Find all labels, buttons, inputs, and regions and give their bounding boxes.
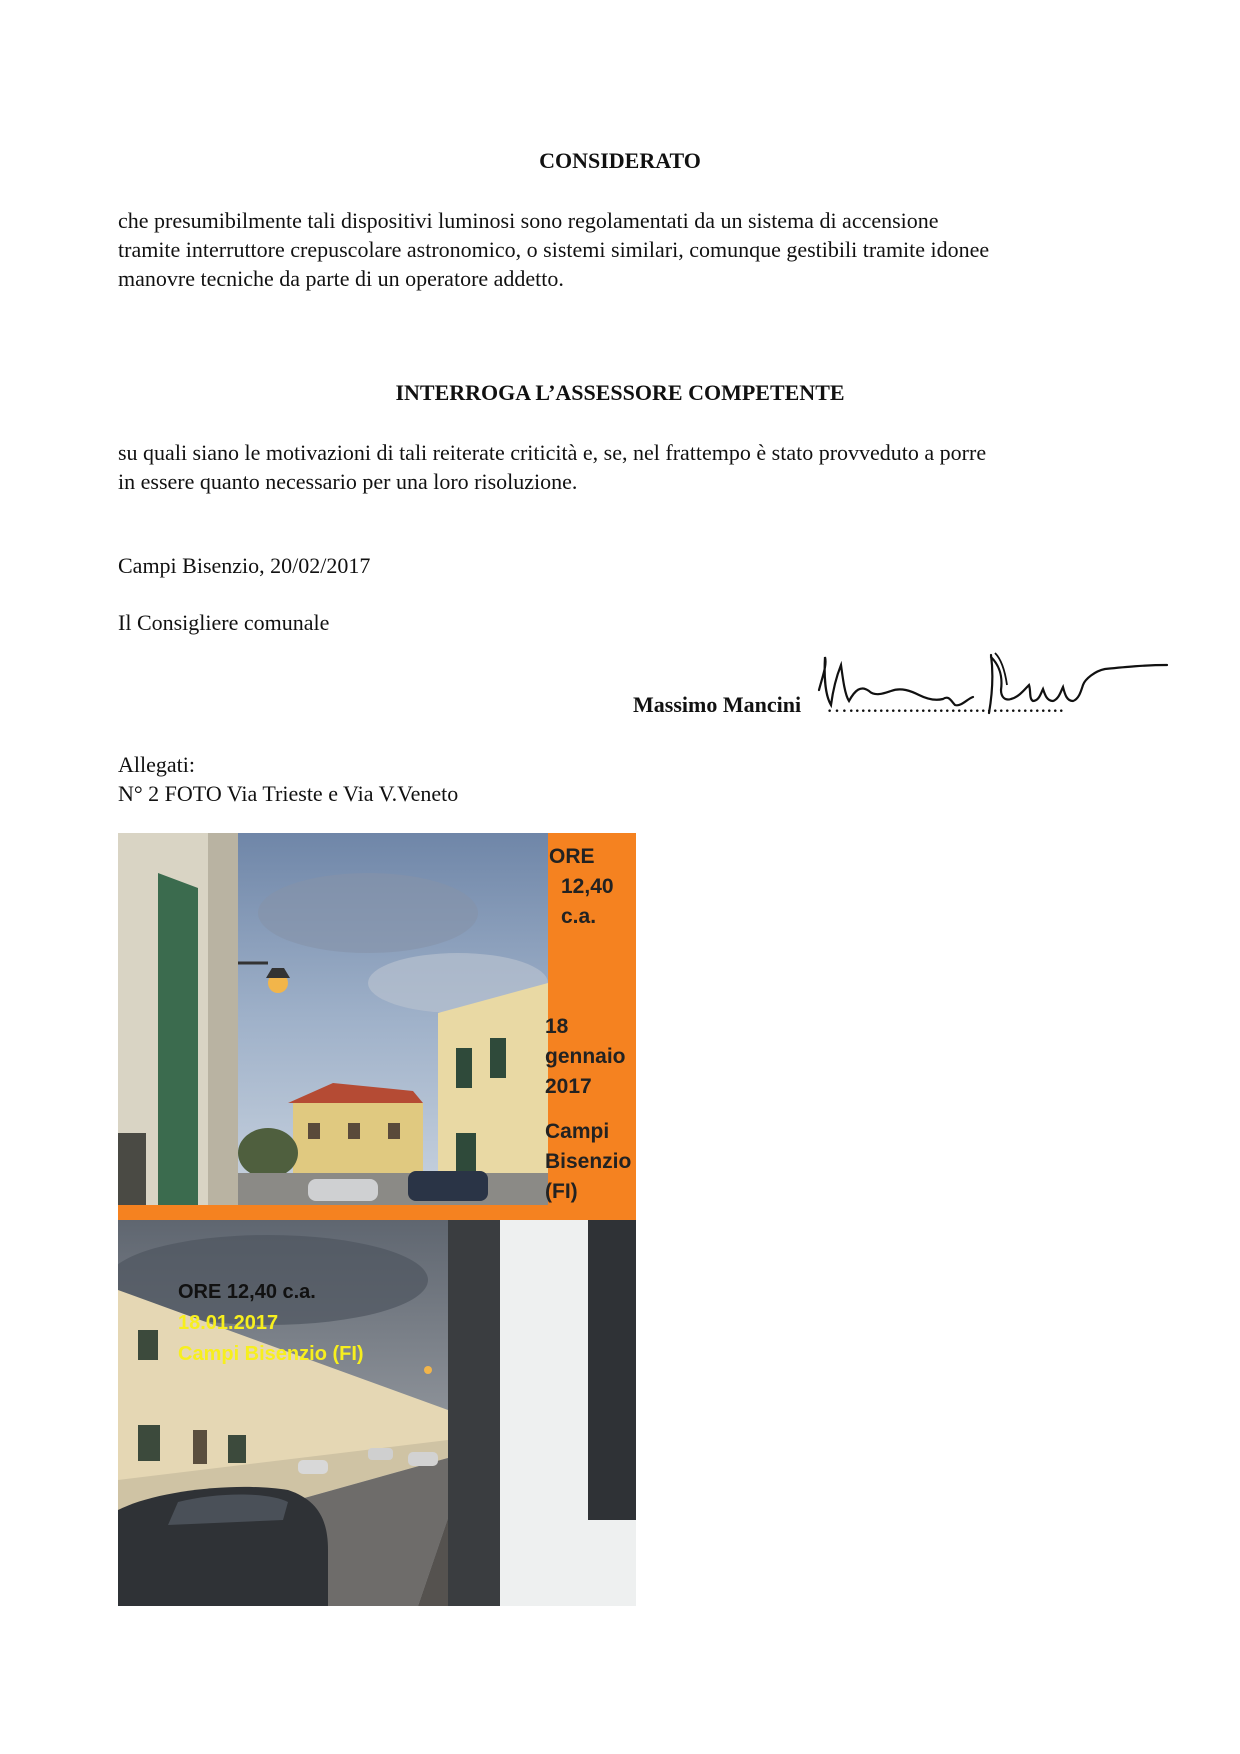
photo1-date-line-3: 2017 <box>545 1075 592 1098</box>
handwritten-signature <box>815 635 1175 725</box>
interroga-line-2: in essere quanto necessario per una loro risoluzione. <box>118 469 578 494</box>
photo1-caption-line-1: ORE <box>549 845 595 868</box>
role-label: Il Consigliere comunale <box>118 610 330 635</box>
photo1-date-line-1: 18 <box>545 1015 569 1038</box>
photo-via-veneto <box>118 1220 636 1606</box>
photo1-place-line-1: Campi <box>545 1120 610 1143</box>
photo2-caption-line-3: Campi Bisenzio (FI) <box>178 1343 364 1365</box>
interroga-line-1: su quali siano le motivazioni di tali reiterate criticità e, se, nel frattempo è stato provveduto a porre <box>118 440 987 465</box>
signatory-name: Massimo Mancini <box>633 692 802 717</box>
photo1-place-line-2: Bisenzio <box>545 1150 632 1173</box>
considerato-heading: CONSIDERATO <box>539 148 701 173</box>
considerato-line-3: manovre tecniche da parte di un operatore addetto. <box>118 266 564 291</box>
attachments-item: N° 2 FOTO Via Trieste e Via V.Veneto <box>118 781 459 806</box>
place-date: Campi Bisenzio, 20/02/2017 <box>118 553 371 578</box>
photo-via-trieste <box>118 833 636 1220</box>
photo1-place-line-3: (FI) <box>545 1180 578 1203</box>
photo1-caption-line-3: c.a. <box>561 905 597 928</box>
considerato-line-2: tramite interruttore crepuscolare astronomico, o sistemi similari, comunque gestibili tramite idonee <box>118 237 990 262</box>
interroga-heading: INTERROGA L’ASSESSORE COMPETENTE <box>395 380 845 405</box>
signature-dots: ….................................... <box>826 692 1065 717</box>
photo1-date-line-2: gennaio <box>545 1045 626 1068</box>
considerato-line-1: che presumibilmente tali dispositivi luminosi sono regolamentati da un sistema di accensione <box>118 208 939 233</box>
photo2-caption-line-2: 18.01.2017 <box>178 1312 279 1334</box>
photo1-caption-line-2: 12,40 <box>561 875 614 898</box>
photo2-caption-line-1: ORE 12,40 c.a. <box>178 1281 316 1303</box>
attachments-label: Allegati: <box>118 752 195 777</box>
